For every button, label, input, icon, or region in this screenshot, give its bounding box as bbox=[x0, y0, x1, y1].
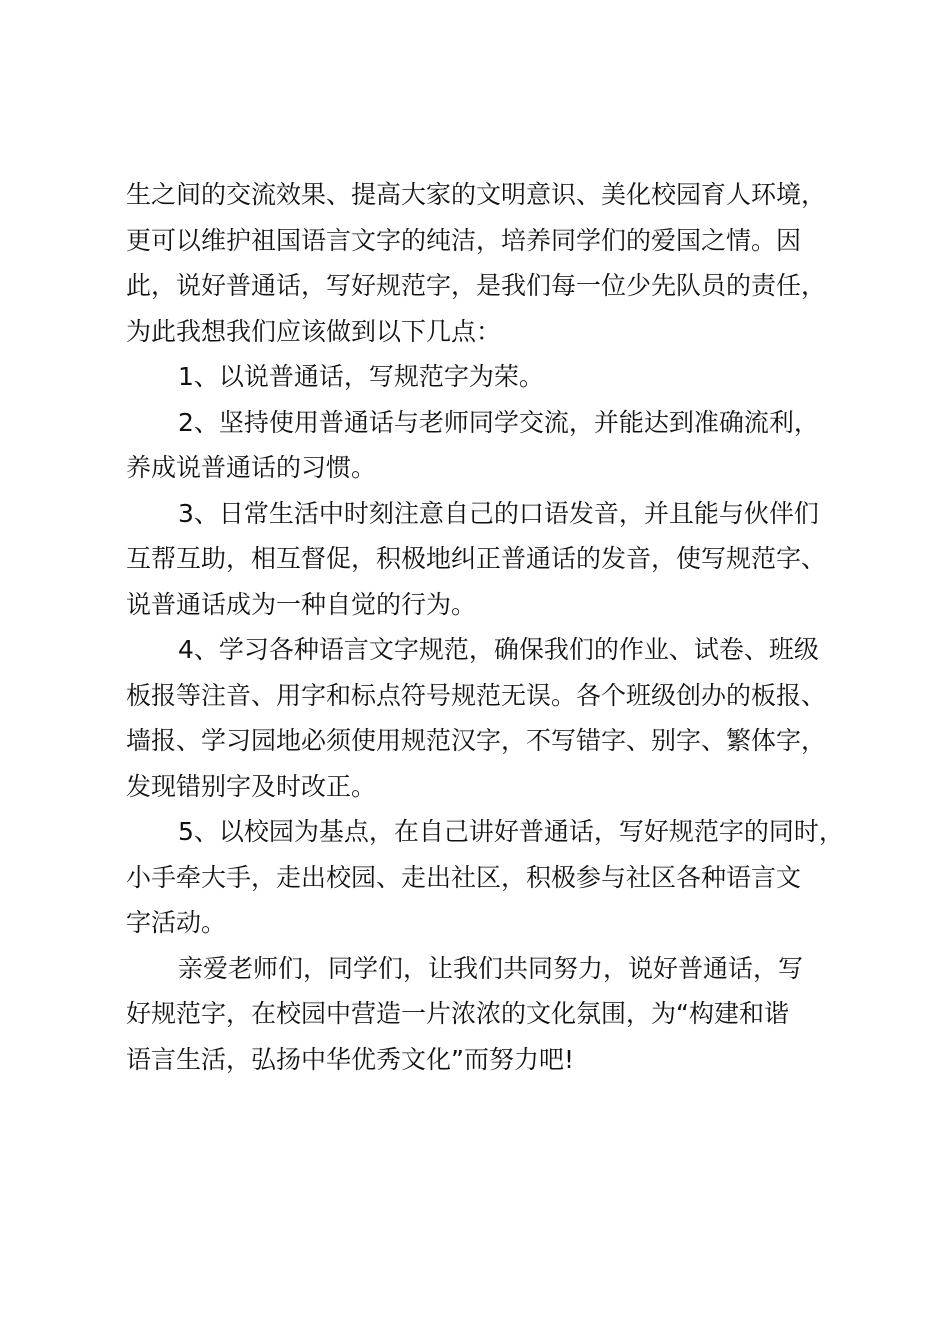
text-line: 语言生活，弘扬中华优秀文化”而努力吧! bbox=[126, 1044, 574, 1074]
document-body bbox=[126, 172, 862, 1082]
list-item-3-line: 3、日常生活中时刻注意自己的口语发音，并且能与伙伴们 bbox=[178, 498, 819, 528]
closing-paragraph-line: 亲爱老师们，同学们，让我们共同努力，说好普通话，写 bbox=[178, 953, 804, 983]
text-line: 说普通话成为一种自觉的行为。 bbox=[126, 589, 477, 619]
text-line: 墙报、学习园地必须使用规范汉字，不写错字、别字、繁体字， bbox=[126, 726, 827, 755]
text-line: 生之间的交流效果、提高大家的文明意识、美化校园育人环境， bbox=[126, 180, 827, 209]
text-line: 为此我想我们应该做到以下几点： bbox=[126, 316, 502, 346]
list-item-4-line: 4、学习各种语言文字规范，确保我们的作业、试卷、班级 bbox=[178, 635, 819, 664]
text-line: 此，说好普通话，写好规范字，是我们每一位少先队员的责任， bbox=[126, 271, 827, 300]
list-item-1-line: 1、以说普通话，写规范字为荣。 bbox=[178, 362, 544, 391]
text-line: 更可以维护祖国语言文字的纯洁，培养同学们的爱国之情。因 bbox=[126, 225, 802, 255]
text-line: 养成说普通话的习惯。 bbox=[126, 453, 377, 482]
text-line: 板报等注音、用字和标点符号规范无误。各个班级创办的板报、 bbox=[126, 680, 827, 710]
list-item-2-line: 2、坚持使用普通话与老师同学交流，并能达到准确流利， bbox=[178, 407, 819, 437]
text-line: 发现错别字及时改正。 bbox=[126, 771, 377, 801]
text-line: 互帮互助，相互督促，积极地纠正普通话的发音，使写规范字、 bbox=[126, 544, 827, 573]
text-line: 字活动。 bbox=[126, 908, 227, 937]
text-line: 小手牵大手，走出校园、走出社区，积极参与社区各种语言文 bbox=[126, 862, 802, 892]
text-line: 好规范字，在校园中营造一片浓浓的文化氛围，为“构建和谐 bbox=[126, 999, 789, 1028]
list-item-5-line: 5、以校园为基点，在自己讲好普通话，写好规范字的同时， bbox=[178, 817, 844, 846]
